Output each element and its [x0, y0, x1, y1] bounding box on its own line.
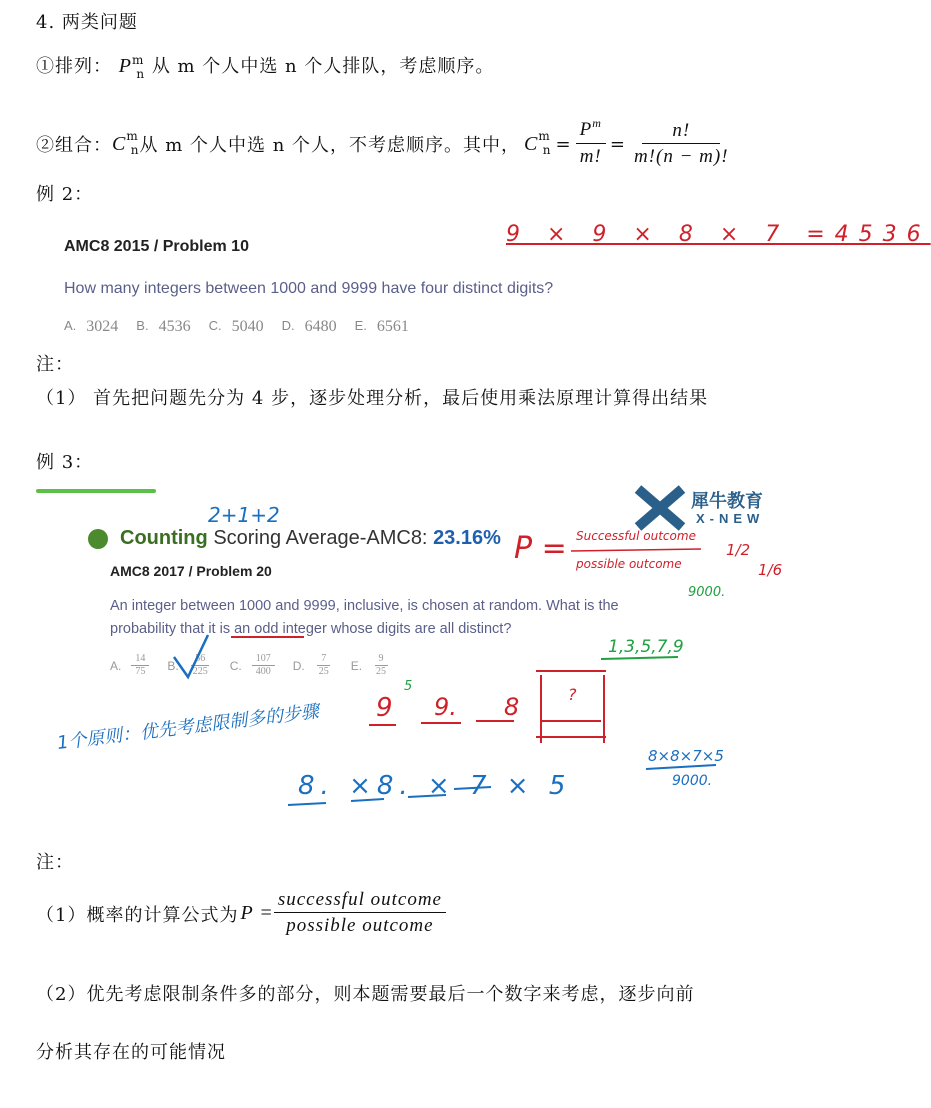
note-2-line-3: 分析其存在的可能情况: [36, 1042, 226, 1063]
option-letter: D.: [281, 318, 295, 333]
hw-digit-3: 8: [504, 693, 520, 721]
section-heading: 4. 两类问题: [36, 12, 138, 33]
formula-prefix: （1）概率的计算公式为: [36, 904, 239, 926]
probability-fraction: [274, 888, 446, 939]
option-letter: E.: [354, 318, 367, 333]
num: 7: [317, 653, 330, 666]
example-2-screenshot: [36, 210, 931, 346]
note-1-label: 注：: [36, 354, 74, 375]
combination-prefix: ②组合：: [36, 135, 112, 156]
option-letter: C.: [229, 658, 242, 673]
option-value: 3024: [86, 318, 119, 335]
option-value: 6480: [304, 318, 337, 335]
num: successful outcome: [274, 888, 446, 913]
den: 25: [376, 666, 387, 677]
permutation-symbol: P: [118, 55, 132, 77]
hw-ratio-num: 8×8×7×5: [648, 747, 724, 765]
sup: m: [131, 53, 145, 67]
option-letter: C.: [208, 318, 222, 333]
num: 9: [375, 653, 388, 666]
num: 107: [252, 653, 275, 666]
den: 400: [255, 666, 271, 677]
combination-line: ②组合： C m n 从 m 个人中选 n 个人，不考虑顺序。其中， C m n = $\frac{P^m}{m!}$ = $\frac{n!}{m!(n - m)!}$: [36, 118, 733, 170]
hw-total: 9000.: [688, 585, 726, 600]
num: 56: [191, 653, 209, 666]
sub: n: [130, 143, 140, 157]
sup: m: [592, 116, 602, 130]
num: 14: [131, 653, 149, 666]
option-letter: E.: [350, 658, 363, 673]
hw-ratio-den: 9000.: [672, 773, 713, 789]
logo-en: X-NEW: [696, 511, 765, 526]
scoring-average: 23.16%: [433, 527, 501, 549]
combination-symbol: C: [112, 132, 127, 155]
num: n!: [642, 119, 720, 144]
option-value: 4536: [158, 318, 191, 335]
option-letter: A.: [110, 658, 122, 673]
note-2-line-2: （2）优先考虑限制条件多的部分，则本题需要最后一个数字来考虑，逐步向前: [36, 984, 695, 1005]
hw-sum: 2+1+2: [208, 503, 280, 527]
option-letter: B.: [167, 658, 179, 673]
formula-lhs: C: [524, 132, 539, 155]
example-3-screenshot: [36, 485, 788, 830]
den: 75: [135, 666, 146, 677]
sub: n: [136, 67, 146, 81]
problem-title: AMC8 2015 / Problem 10: [64, 238, 249, 255]
handwritten-calculation: 9 × 9 × 8 × 7 =4536: [506, 222, 931, 247]
example-2-label: 例 2：: [36, 184, 94, 205]
den: m!: [579, 146, 602, 167]
formula-fraction-2: [630, 119, 733, 170]
hw-digit-2: 9.: [434, 693, 457, 721]
hw-p: P =: [514, 531, 567, 566]
question-line-2: probability that it is an odd integer whose digits are all distinct?: [110, 621, 512, 637]
den: m!(n − m)!: [633, 145, 729, 167]
logo-cn: 犀牛教育: [691, 491, 763, 512]
formula-fraction-1: [576, 118, 606, 170]
hw-p-den: possible outcome: [576, 557, 682, 571]
option-value: 6561: [376, 318, 409, 335]
hw-principle: 1个原则：优先考虑限制多的步骤: [55, 701, 320, 754]
den: 25: [318, 666, 329, 677]
answer-options: [64, 318, 409, 336]
hw-calculation: 8. ×8. × 7 × 5: [298, 771, 572, 801]
problem-title: AMC8 2017 / Problem 20: [110, 563, 272, 579]
hw-odd-digits: 1,3,5,7,9: [608, 637, 684, 657]
permutation-text: 从 m 个人中选 n 个人排队，考虑顺序。: [151, 56, 495, 77]
sub: n: [542, 143, 552, 157]
hw-unknown: ?: [568, 685, 577, 704]
sup: m: [126, 129, 139, 143]
problem-question: How many integers between 1000 and 9999 have four distinct digits?: [64, 280, 554, 297]
option-value: 5040: [231, 318, 264, 335]
question-line-1: An integer between 1000 and 9999, inclusive, is chosen at random. What is the: [110, 598, 619, 614]
title-rest: Scoring Average-AMC8:: [213, 527, 428, 549]
hw-p-num: Successful outcome: [576, 529, 696, 543]
option-letter: A.: [64, 318, 77, 333]
example-3-label: 例 3：: [36, 452, 94, 473]
formula-p: P =: [240, 902, 274, 924]
permutation-line: [36, 52, 495, 81]
hw-sixth: 1/6: [758, 561, 783, 579]
topic: Counting: [120, 527, 208, 549]
permutation-prefix: ①排列：: [36, 56, 112, 77]
hw-digit-1-sup: 5: [404, 679, 413, 694]
note-1-line: （1） 首先把问题先分为 4 步，逐步处理分析，最后使用乘法原理计算得出结果: [36, 388, 709, 409]
den: possible outcome: [286, 915, 434, 936]
hw-digit-1: 9: [376, 693, 393, 723]
hw-half: 1/2: [726, 541, 751, 559]
den: 225: [192, 666, 208, 677]
option-letter: D.: [292, 658, 305, 673]
probability-formula-line: [36, 888, 446, 939]
num: P: [579, 119, 593, 140]
sup: m: [538, 129, 551, 143]
combination-text: 从 m 个人中选 n 个人，不考虑顺序。其中，: [139, 135, 521, 156]
option-letter: B.: [136, 318, 149, 333]
note-2-label: 注：: [36, 852, 74, 873]
